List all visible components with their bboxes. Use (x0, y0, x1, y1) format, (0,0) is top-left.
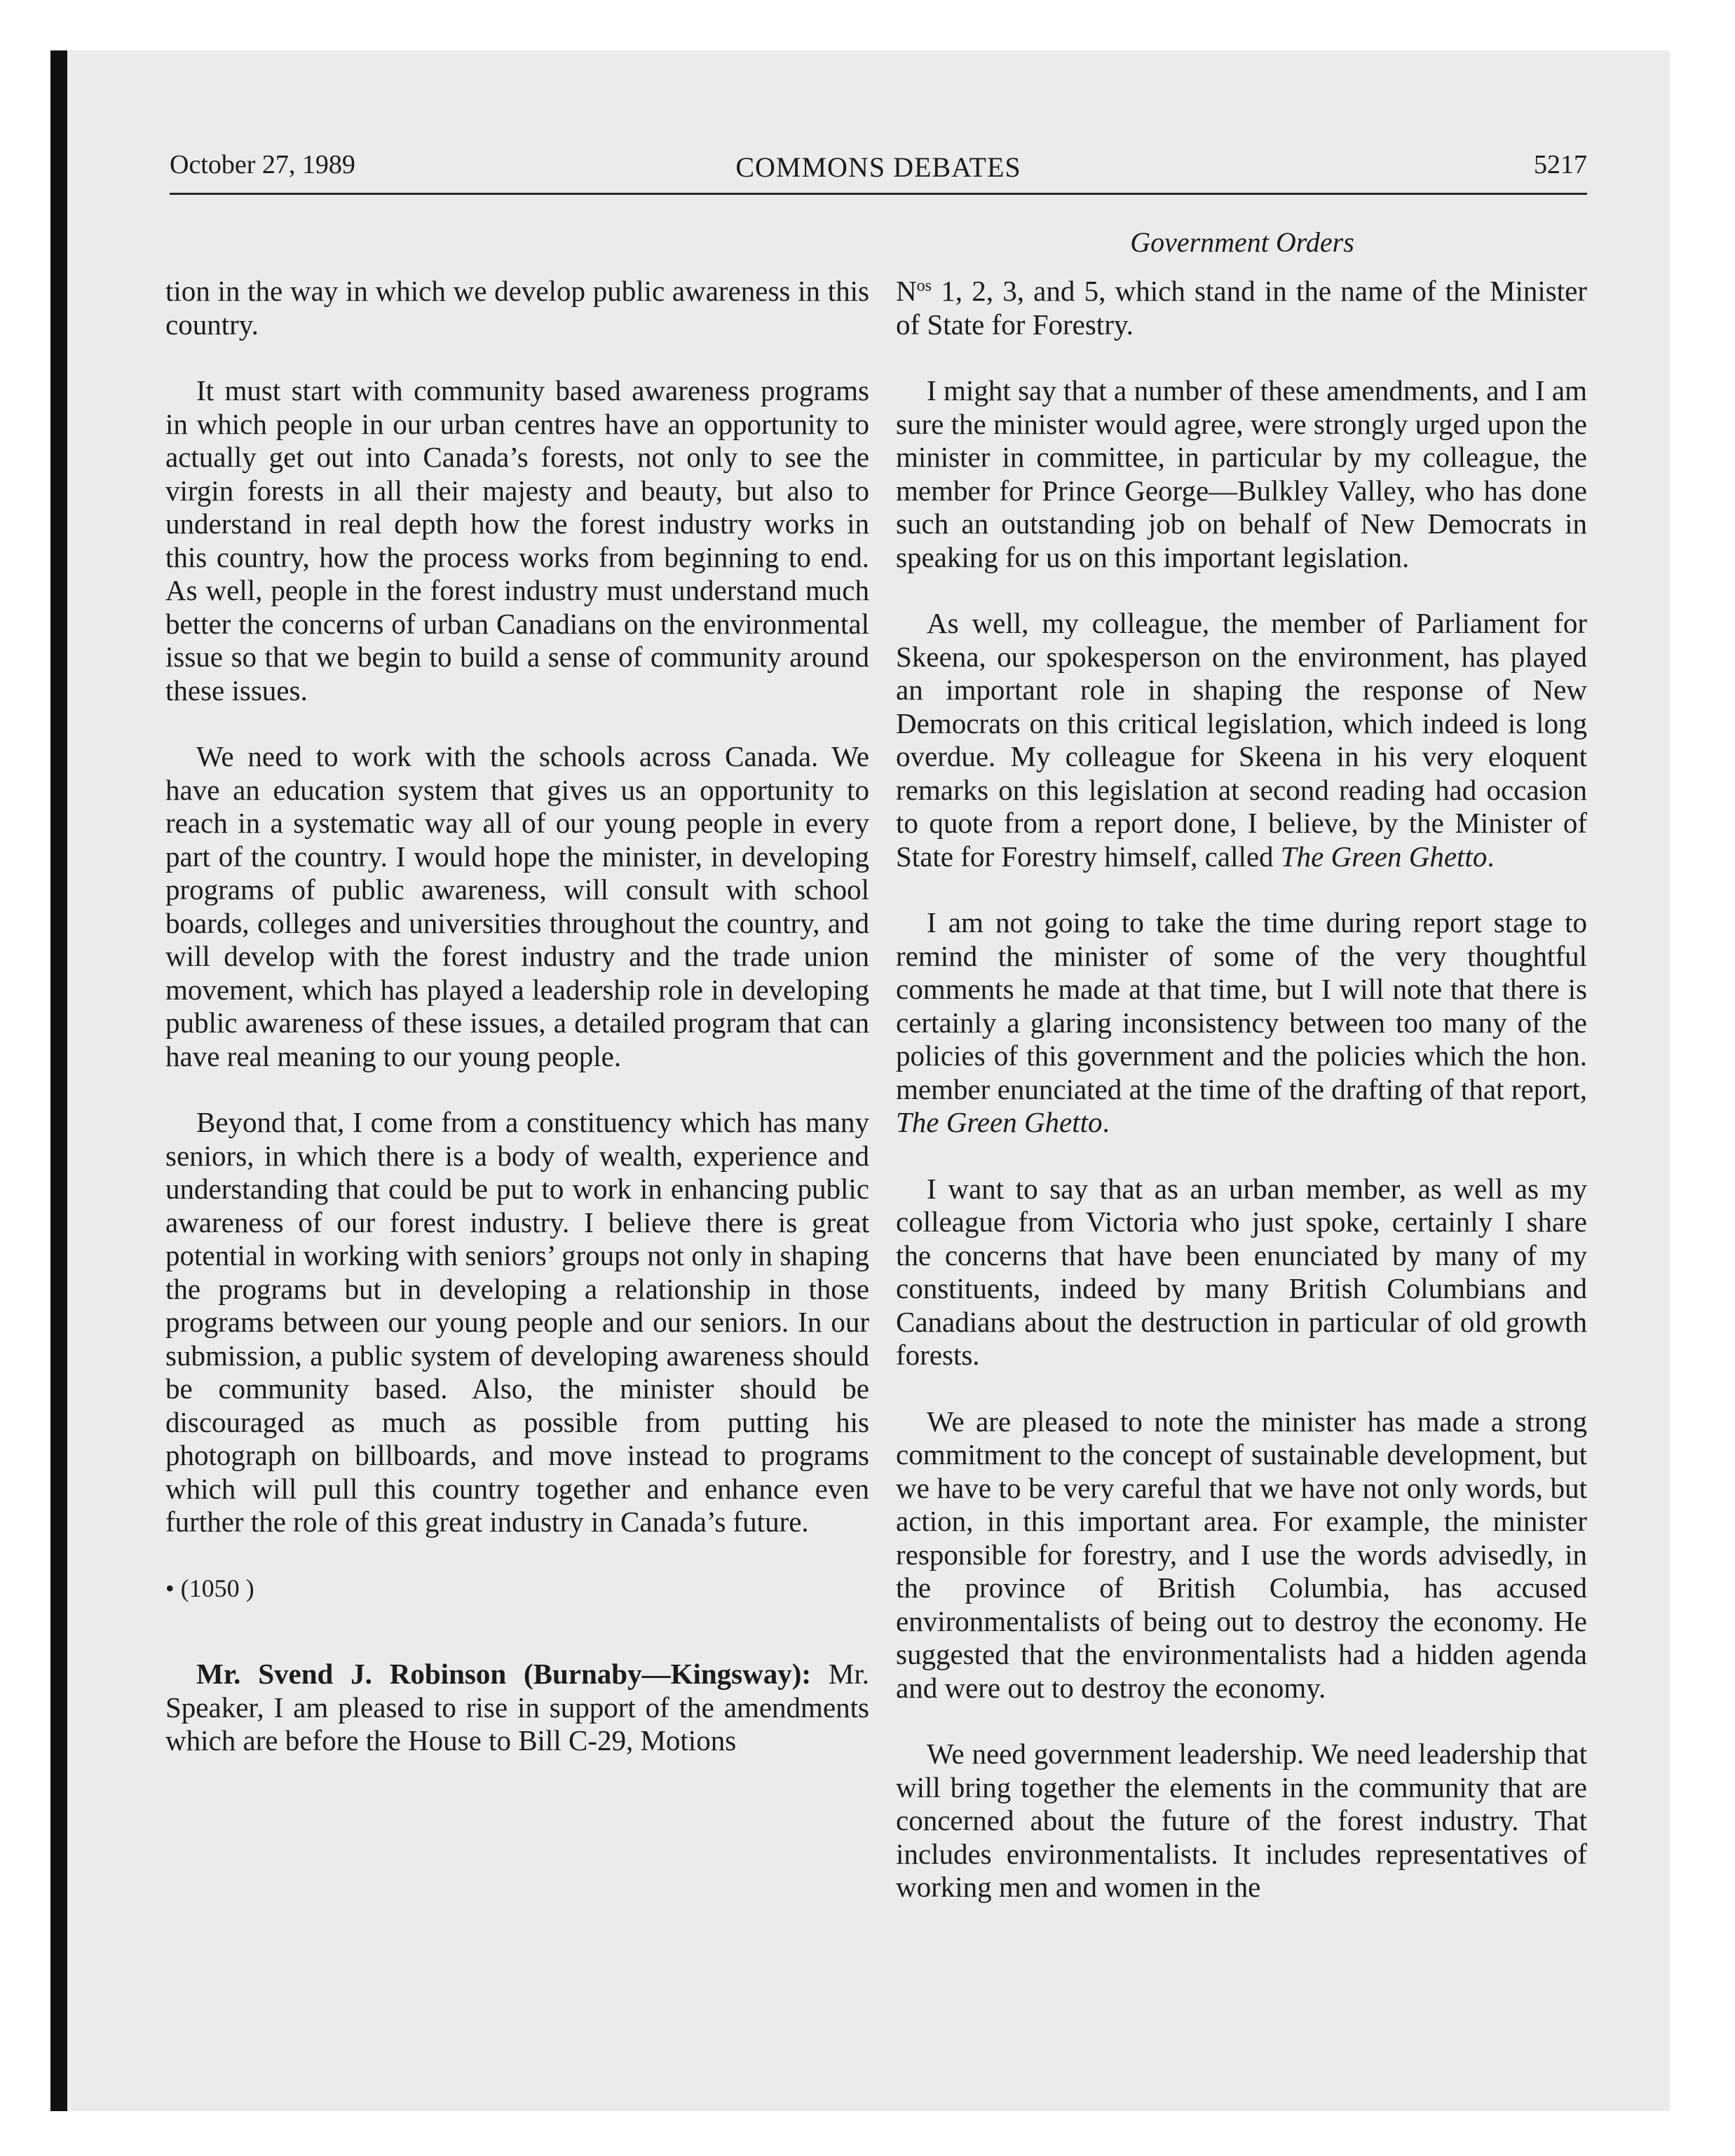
header-date: October 27, 1989 (170, 150, 355, 179)
paragraph: I want to say that as an urban member, as well as my colleague from Victoria who just spoke, certainly I share the concerns that have been enunciated by many of my constituents, indeed by many British Columbians and Canadians about the destruction in particular of old growth forests. (896, 1172, 1587, 1371)
report-title: The Green Ghetto (1280, 840, 1488, 873)
paragraph (896, 607, 1587, 873)
report-title: The Green Ghetto (896, 1106, 1103, 1138)
motion-abbrev-sup: os (916, 277, 932, 295)
page-header (170, 144, 1587, 195)
paragraph-text: I am not going to take the time during report stage to remind the minister of some of the very thoughtful comments he made at that time, but I will note that there is certainly a glaring inconsistency between too many of the policies of this government and the policies which the hon. member enunciated at the time of the drafting of that report, (896, 906, 1587, 1105)
paragraph-text: 1, 2, 3, and 5, which stand in the name of the Minister of State for Forestry. (896, 275, 1588, 341)
punctuation: . (1487, 840, 1495, 873)
time-marker: • (1050 ) (165, 1574, 254, 1602)
paragraph: It must start with community based awareness programs in which people in our urban centres have an opportunity to actually get out into Canada’s forests, not only to see the virgin forests in all their majesty and beauty, but also to understand in real depth how the forest industry works in this country, how the process works from beginning to end. As well, people in the forest industry must understand much better the concerns of urban Canadians on the environmental issue so that we begin to build a sense of community around these issues. (165, 374, 869, 707)
right-column (896, 275, 1587, 1937)
paragraph (896, 906, 1587, 1140)
section-title: Government Orders (1130, 226, 1354, 258)
motion-abbrev: N (896, 275, 917, 307)
paragraph: tion in the way in which we develop public awareness in this country. (165, 275, 869, 341)
punctuation: . (1102, 1106, 1110, 1138)
paragraph (896, 275, 1587, 341)
header-page-number: 5217 (1534, 150, 1587, 179)
paragraph: We need government leadership. We need leadership that will bring together the elements in the community that are concerned about the future of the forest industry. That includes environmentalists. It includes representatives of working men and women in the (896, 1738, 1587, 1903)
paragraph: Beyond that, I come from a constituency which has many seniors, in which there is a body of wealth, experience and understanding that could be put to work in enhancing public awareness of our forest industry. I believe there is great potential in working with seniors’ groups not only in shaping the programs but in developing a relationship in those programs between our young people and our seniors. In our submission, a public system of developing awareness should be community based. Also, the minister should be discouraged as much as possible from putting his photograph on billboards, and move instead to programs which will pull this country together and enhance even further the role of this great industry in Canada’s future. (165, 1106, 869, 1538)
paragraph: We need to work with the schools across Canada. We have an education system that gives us an opportunity to reach in a systematic way all of our young people in every part of the country. I would hope the minister, in developing programs of public awareness, will consult with school boards, colleges and universities throughout the country, and will develop with the forest industry and the trade union movement, which has played a leadership role in developing public awareness of these issues, a detailed program that can have real meaning to our young people. (165, 740, 869, 1072)
speaker-name: Mr. Svend J. Robinson (Burnaby—Kingsway): (196, 1658, 812, 1690)
speech-text: Mr. Speaker, I am pleased to rise in support of the amendments which are before the House to Bill C-29, Motions (165, 1658, 869, 1756)
paragraph: I might say that a number of these amendments, and I am sure the minister would agree, were strongly urged upon the minister in committee, in particular by my colleague, the member for Prince George—Bulkley Valley, who has done such an outstanding job on behalf of New Democrats in speaking for us on this important legislation. (896, 374, 1587, 573)
header-title: COMMONS DEBATES (735, 151, 1021, 183)
paragraph-text: As well, my colleague, the member of Parliament for Skeena, our spokesperson on the environment, has played an important role in shaping the response of New Democrats on this critical legislation, which indeed is long overdue. My colleague for Skeena in his very eloquent remarks on this legislation at second reading had occasion to quote from a report done, I believe, by the Minister of State for Forestry himself, called (896, 607, 1587, 873)
left-column (165, 275, 869, 1791)
scan-edge (50, 50, 67, 2111)
speech-paragraph (165, 1658, 869, 1758)
paragraph: We are pleased to note the minister has made a strong commitment to the concept of sustainable development, but we have to be very careful that we have not only words, but action, in this important area. For example, the minister responsible for forestry, and I use the words advisedly, in the province of British Columbia, has accused environmentalists of being out to destroy the economy. He suggested that the environmentalists had a hidden agenda and were out to destroy the economy. (896, 1405, 1587, 1704)
